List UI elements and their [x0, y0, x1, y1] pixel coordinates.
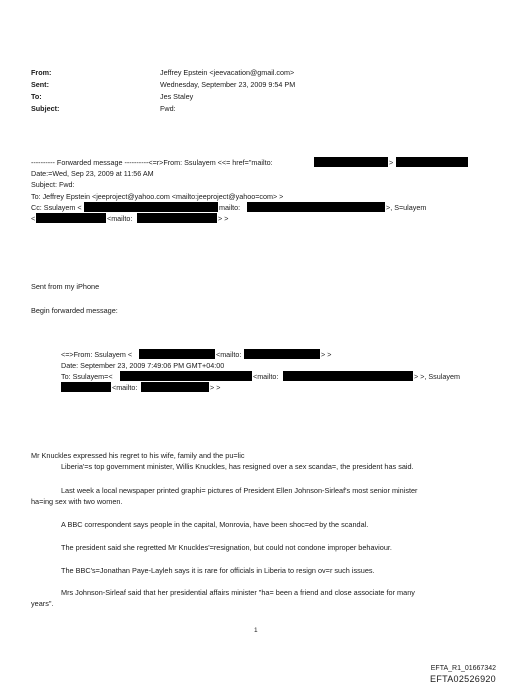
forward2-to-start: To: Ssulayem=< [61, 372, 113, 381]
article-paragraph-4: The president said she regretted Mr Knuckles'=resignation, but could not condone improper behaviour. [61, 543, 392, 552]
forward1-line6-mailto: <mailto: [107, 214, 133, 223]
article-paragraph-5: The BBC's=Jonathan Paye-Layleh says it is rare for officials in Liberia to resign ov=r such issues. [61, 566, 375, 575]
article-paragraph-2-line-2: ha=ing sex with two women. [31, 497, 123, 506]
page-number: 1 [254, 627, 258, 634]
forward1-from-line: ---------- Forwarded message ----------<=r>From: Ssulayem <<= href="mailto: [31, 158, 273, 167]
sent-value: Wednesday, September 23, 2009 9:54 PM [160, 80, 296, 89]
redaction-block [139, 349, 215, 359]
sent-label: Sent: [31, 80, 49, 89]
article-paragraph-6-line-1: Mrs Johnson-Sirleaf said that her presidential affairs minister "ha= been a friend and close associate for many [61, 588, 415, 597]
forward1-cc-mailto: mailto: [219, 203, 241, 212]
forward1-line6-start: < [31, 214, 36, 223]
redaction-block [247, 202, 385, 212]
redaction-block [141, 382, 209, 392]
article-paragraph-2-line-1: Last week a local newspaper printed graphi= pictures of President Ellen Johnson-Sirleaf's most senior minister [61, 486, 418, 495]
footer-document-id-1: EFTA_R1_01667342 [430, 665, 496, 672]
forward2-line4-mailto: <mailto: [112, 383, 138, 392]
forward2-from-start: <=>From: Ssulayem < [61, 350, 133, 359]
forward2-from-mailto: <mailto: [216, 350, 242, 359]
begin-forwarded-message: Begin forwarded message: [31, 306, 118, 315]
redaction-block [120, 371, 252, 381]
forward2-to-mailto: <mailto: [253, 372, 279, 381]
forward1-from-line-end: > [389, 158, 394, 167]
article-headline: Mr Knuckles expressed his regret to his wife, family and the pu=lic [31, 451, 245, 460]
redaction-block [137, 213, 217, 223]
redaction-block [396, 157, 468, 167]
article-paragraph-6-line-2: years". [31, 599, 54, 608]
redaction-block [61, 382, 111, 392]
forward2-to-end: > >, Ssulayem [414, 372, 460, 381]
forward1-subject: Subject: Fwd: [31, 180, 75, 189]
subject-value: Fwd: [160, 104, 176, 113]
forward2-line4-end: > > [210, 383, 221, 392]
redaction-block [314, 157, 388, 167]
forward2-date: Date: September 23, 2009 7:49:06 PM GMT+04:00 [61, 361, 225, 370]
article-paragraph-3: A BBC correspondent says people in the capital, Monrovia, have been shoc=ed by the scandal. [61, 520, 369, 529]
redaction-block [84, 202, 218, 212]
to-value: Jes Staley [160, 92, 194, 101]
to-label: To: [31, 92, 42, 101]
forward1-date: Date:=Wed, Sep 23, 2009 at 11:56 AM [31, 169, 154, 178]
forward1-cc-start: Cc: Ssulayem < [31, 203, 82, 212]
from-value: Jeffrey Epstein <jeevacation@gmail.com> [160, 68, 295, 77]
from-label: From: [31, 68, 52, 77]
forward2-from-end: > > [321, 350, 332, 359]
footer-document-id-2: EFTA02526920 [430, 674, 496, 684]
article-paragraph-1: Liberia'=s top government minister, Willis Knuckles, has resigned over a sex scanda=, the president has said. [61, 462, 414, 471]
forward1-to: To: Jeffrey Epstein <jeeproject@yahoo.com <mailto:jeeproject@yahoo=com> > [31, 192, 284, 201]
sent-from-iphone: Sent from my iPhone [31, 282, 100, 291]
subject-label: Subject: [31, 104, 60, 113]
redaction-block [283, 371, 413, 381]
forward1-line6-end: > > [218, 214, 229, 223]
redaction-block [244, 349, 320, 359]
forward1-cc-end: >, S=ulayem [386, 203, 427, 212]
redaction-block [36, 213, 106, 223]
